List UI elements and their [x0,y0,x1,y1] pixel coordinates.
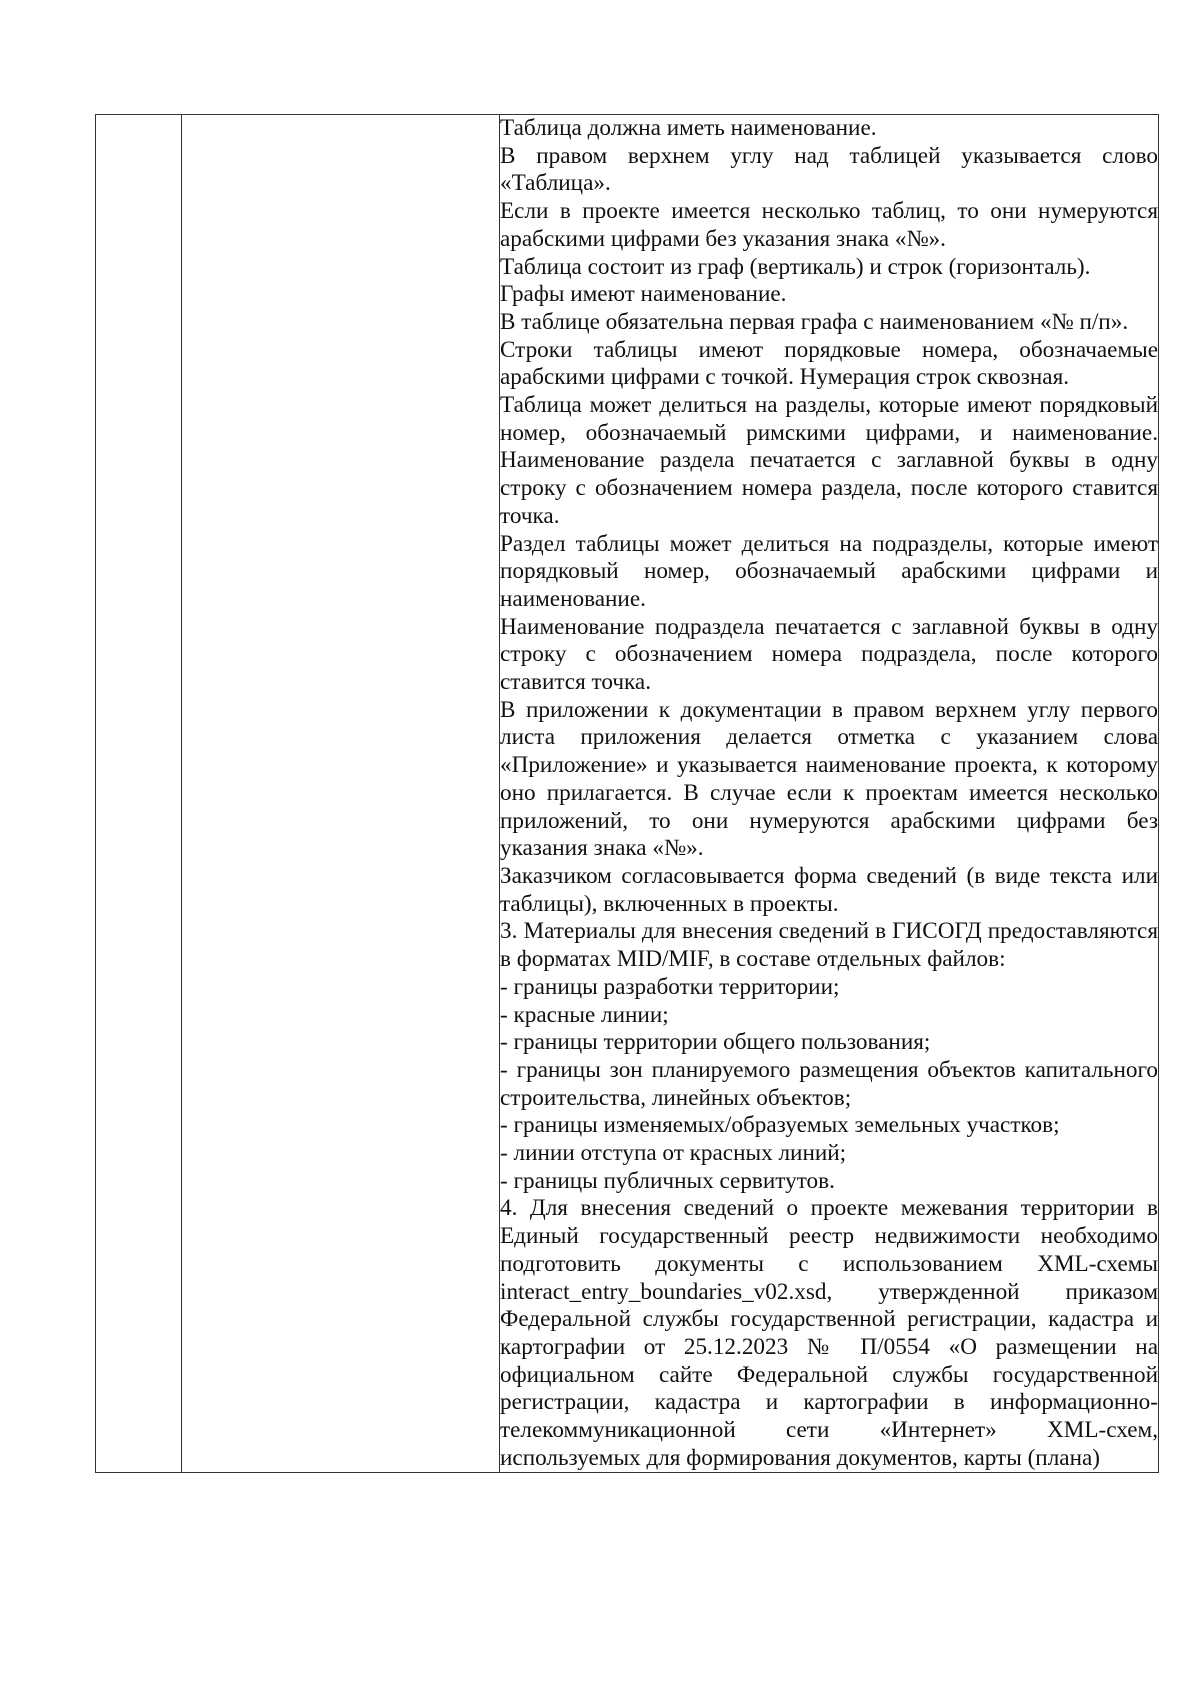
table-cell-section [182,115,500,1473]
paragraph: В правом верхнем углу над таблицей указывается слово «Таблица». [500,142,1158,197]
paragraph: Таблица состоит из граф (вертикаль) и строк (горизонталь). [500,253,1091,280]
list-item: - границы зон планируемого размещения объектов капитального строительства, линейных объектов; [500,1056,1158,1111]
requirements-table [95,114,1159,1473]
table-cell-content [500,115,1159,1473]
list-item: - границы территории общего пользования; [500,1029,931,1056]
paragraph: Если в проекте имеется несколько таблиц, то они нумеруются арабскими цифрами без указания знака «№». [500,198,1158,252]
paragraph: В таблице обязательна первая графа с наименованием «№ п/п». [500,308,1129,335]
list-item: - границы разработки территории; [500,973,840,1000]
list-item: - границы публичных сервитутов. [500,1167,835,1194]
paragraph: Таблица должна иметь наименование. [500,115,877,141]
paragraph: В приложении к документации в правом верхнем углу первого листа приложения делается отметка с указанием слова «Приложение» и указывается наименование проекта, к которому оно прилагается. В случае если к проектам имеется несколько приложений, то они нумеруются арабскими цифрами без указания знака «№». [500,696,1158,862]
paragraph: Таблица может делиться на разделы, которые имеют порядковый номер, обозначаемый римскими цифрами, и наименование. Наименование раздела печатается с заглавной буквы в одну строку с обозначением номера раздела, после которого ставится точка. [500,392,1158,529]
list-item: - границы изменяемых/образуемых земельных участков; [500,1112,1060,1139]
list-item: - линии отступа от красных линий; [500,1140,847,1167]
paragraph: 4. Для внесения сведений о проекте межевания территории в Единый государственный реестр недвижимости необходимо подготовить документы с использованием XML-схемы interact_entry_boundaries_v02.xsd, утвержденной приказом Федеральной службы государственной регистрации, кадастра и картографии от 25.12.2023 № П/0554 «О размещении на официальном сайте Федеральной службы государственной регистрации, кадастра и картографии в информационно-телекоммуникационной сети «Интернет» XML-схем, используемых для формирования документов, карты (плана) [500,1195,1158,1471]
paragraph: Заказчиком согласовывается форма сведений (в виде текста или таблицы), включенных в проекты. [500,862,1158,917]
paragraph: Строки таблицы имеют порядковые номера, обозначаемые арабскими цифрами с точкой. Нумерация строк сквозная. [500,336,1158,391]
paragraph: 3. Материалы для внесения сведений в ГИСОГД предоставляются в форматах MID/MIF, в составе отдельных файлов: [500,918,1158,973]
paragraph: Графы имеют наименование. [500,281,787,308]
paragraph: Раздел таблицы может делиться на подразделы, которые имеют порядковый номер, обозначаемый арабскими цифрами и наименование. [500,530,1158,612]
paragraph: Наименование подраздела печатается с заглавной буквы в одну строку с обозначением номера подраздела, после которого ставится точка. [500,613,1158,696]
table-cell-number [96,115,182,1473]
table-row [96,115,1159,1473]
list-item: - красные линии; [500,1001,669,1028]
